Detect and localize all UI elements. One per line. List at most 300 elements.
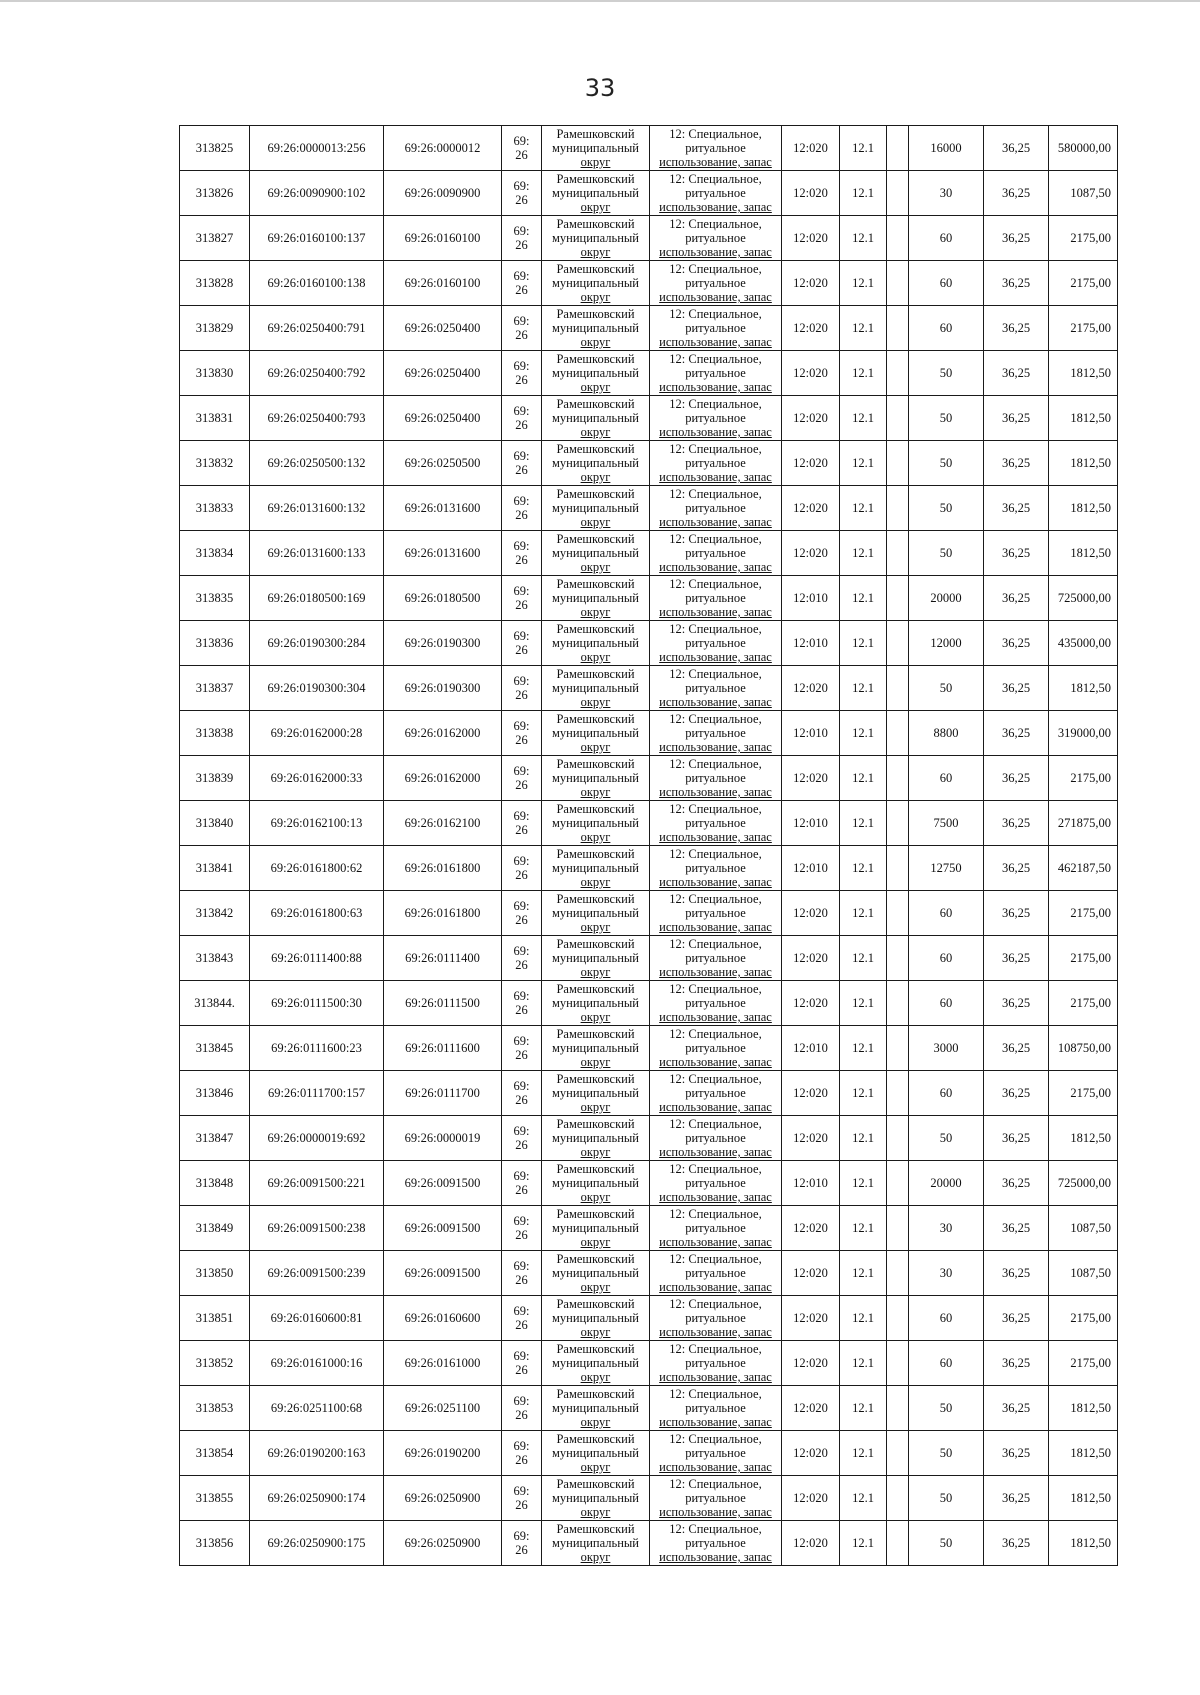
- zone-code-cell: [502, 1026, 542, 1071]
- value-cell: 725000,00: [1049, 1161, 1118, 1206]
- row-number-cell: 313853: [180, 1386, 250, 1431]
- district-cell-line: Рамешковский: [556, 667, 635, 681]
- use-code-cell: 12:020: [782, 531, 840, 576]
- table-row: [180, 1341, 1118, 1386]
- value-cell: 2175,00: [1049, 1071, 1118, 1116]
- district-cell-line: округ: [580, 470, 611, 484]
- cadastral-block-cell: 69:26:0190300: [384, 621, 502, 666]
- category-cell: 12.1: [840, 1116, 887, 1161]
- zone-code-cell-line: 26: [515, 283, 528, 297]
- table-row: [180, 621, 1118, 666]
- zone-code-cell-line: 69:: [513, 719, 530, 733]
- cadastral-number-cell: 69:26:0160100:137: [250, 216, 384, 261]
- row-number-cell: 313843: [180, 936, 250, 981]
- category-cell: 12.1: [840, 126, 887, 171]
- zone-code-cell-line: 26: [515, 238, 528, 252]
- row-number-cell: 313848: [180, 1161, 250, 1206]
- land-use-cell-line: 12: Специальное,: [669, 1027, 762, 1041]
- zone-code-cell: [502, 396, 542, 441]
- district-cell: [542, 1251, 650, 1296]
- empty-cell: [887, 1206, 909, 1251]
- table-row: [180, 711, 1118, 756]
- zone-code-cell: [502, 171, 542, 216]
- land-use-cell-line: ритуальное: [685, 186, 746, 200]
- cadastral-block-cell: 69:26:0250500: [384, 441, 502, 486]
- zone-code-cell-line: 26: [515, 1498, 528, 1512]
- cadastral-block-cell: 69:26:0111500: [384, 981, 502, 1026]
- category-cell: 12.1: [840, 891, 887, 936]
- district-cell-line: округ: [580, 1325, 611, 1339]
- zone-code-cell: [502, 351, 542, 396]
- zone-code-cell-line: 69:: [513, 224, 530, 238]
- empty-cell: [887, 441, 909, 486]
- zone-code-cell: [502, 891, 542, 936]
- district-cell: [542, 1206, 650, 1251]
- table-row: [180, 1431, 1118, 1476]
- land-use-cell-line: 12: Специальное,: [669, 577, 762, 591]
- empty-cell: [887, 261, 909, 306]
- zone-code-cell-line: 26: [515, 643, 528, 657]
- area-cell: 30: [909, 1251, 984, 1296]
- district-cell-line: округ: [580, 1190, 611, 1204]
- district-cell-line: округ: [580, 740, 611, 754]
- cadastral-number-cell: 69:26:0111600:23: [250, 1026, 384, 1071]
- row-number-cell: 313835: [180, 576, 250, 621]
- area-cell: 60: [909, 1071, 984, 1116]
- land-use-cell-line: 12: Специальное,: [669, 1432, 762, 1446]
- use-code-cell: 12:010: [782, 801, 840, 846]
- area-cell: 16000: [909, 126, 984, 171]
- use-code-cell: 12:020: [782, 1296, 840, 1341]
- zone-code-cell-line: 69:: [513, 1259, 530, 1273]
- cadastral-number-cell: 69:26:0250400:793: [250, 396, 384, 441]
- district-cell-line: муниципальный: [552, 1176, 639, 1190]
- land-use-cell-line: использование, запас: [659, 155, 772, 169]
- value-cell: 725000,00: [1049, 576, 1118, 621]
- empty-cell: [887, 621, 909, 666]
- land-use-cell-line: использование, запас: [659, 1235, 772, 1249]
- land-use-cell-line: ритуальное: [685, 1041, 746, 1055]
- zone-code-cell: [502, 531, 542, 576]
- district-cell-line: округ: [580, 695, 611, 709]
- row-number-cell: 313852: [180, 1341, 250, 1386]
- use-code-cell: 12:020: [782, 396, 840, 441]
- zone-code-cell: [502, 261, 542, 306]
- empty-cell: [887, 486, 909, 531]
- land-use-cell: [650, 1296, 782, 1341]
- row-number-cell: 313836: [180, 621, 250, 666]
- district-cell: [542, 981, 650, 1026]
- zone-code-cell-line: 69:: [513, 944, 530, 958]
- district-cell-line: муниципальный: [552, 726, 639, 740]
- table-row: [180, 801, 1118, 846]
- land-use-cell: [650, 126, 782, 171]
- row-number-cell: 313828: [180, 261, 250, 306]
- district-cell-line: Рамешковский: [556, 1432, 635, 1446]
- area-cell: 50: [909, 531, 984, 576]
- district-cell-line: Рамешковский: [556, 307, 635, 321]
- table-row: [180, 891, 1118, 936]
- empty-cell: [887, 1521, 909, 1566]
- land-use-cell-line: ритуальное: [685, 1401, 746, 1415]
- land-use-cell-line: использование, запас: [659, 920, 772, 934]
- cadastral-block-cell: 69:26:0162000: [384, 711, 502, 756]
- zone-code-cell-line: 26: [515, 1138, 528, 1152]
- zone-code-cell: [502, 486, 542, 531]
- area-cell: 12750: [909, 846, 984, 891]
- zone-code-cell-line: 26: [515, 778, 528, 792]
- value-cell: 1812,50: [1049, 1431, 1118, 1476]
- land-use-cell-line: ритуальное: [685, 1446, 746, 1460]
- land-use-cell-line: ритуальное: [685, 861, 746, 875]
- cadastral-number-cell: 69:26:0250500:132: [250, 441, 384, 486]
- zone-code-cell-line: 26: [515, 733, 528, 747]
- value-cell: 2175,00: [1049, 216, 1118, 261]
- zone-code-cell: [502, 1521, 542, 1566]
- land-use-cell-line: 12: Специальное,: [669, 127, 762, 141]
- use-code-cell: 12:020: [782, 1521, 840, 1566]
- land-use-cell: [650, 621, 782, 666]
- land-use-cell: [650, 306, 782, 351]
- use-code-cell: 12:020: [782, 171, 840, 216]
- land-use-cell-line: ритуальное: [685, 1086, 746, 1100]
- land-use-cell-line: использование, запас: [659, 1370, 772, 1384]
- land-use-cell-line: ритуальное: [685, 231, 746, 245]
- rate-cell: 36,25: [984, 711, 1049, 756]
- empty-cell: [887, 1431, 909, 1476]
- district-cell-line: муниципальный: [552, 1041, 639, 1055]
- district-cell-line: муниципальный: [552, 231, 639, 245]
- zone-code-cell-line: 69:: [513, 539, 530, 553]
- zone-code-cell-line: 69:: [513, 899, 530, 913]
- district-cell-line: Рамешковский: [556, 622, 635, 636]
- row-number-cell: 313838: [180, 711, 250, 756]
- land-use-cell-line: 12: Специальное,: [669, 172, 762, 186]
- land-use-cell-line: ритуальное: [685, 501, 746, 515]
- land-use-cell-line: 12: Специальное,: [669, 1297, 762, 1311]
- area-cell: 60: [909, 1296, 984, 1341]
- category-cell: 12.1: [840, 981, 887, 1026]
- land-use-cell: [650, 1206, 782, 1251]
- zone-code-cell: [502, 846, 542, 891]
- district-cell: [542, 1071, 650, 1116]
- district-cell-line: округ: [580, 1370, 611, 1384]
- cadastral-number-cell: 69:26:0160600:81: [250, 1296, 384, 1341]
- district-cell-line: округ: [580, 965, 611, 979]
- zone-code-cell: [502, 1476, 542, 1521]
- value-cell: 108750,00: [1049, 1026, 1118, 1071]
- use-code-cell: 12:020: [782, 666, 840, 711]
- land-use-cell-line: использование, запас: [659, 1505, 772, 1519]
- zone-code-cell-line: 26: [515, 688, 528, 702]
- district-cell-line: Рамешковский: [556, 802, 635, 816]
- district-cell-line: муниципальный: [552, 591, 639, 605]
- zone-code-cell-line: 69:: [513, 1079, 530, 1093]
- district-cell-line: округ: [580, 380, 611, 394]
- empty-cell: [887, 351, 909, 396]
- district-cell-line: Рамешковский: [556, 1342, 635, 1356]
- cadastral-number-cell: 69:26:0091500:238: [250, 1206, 384, 1251]
- cadastral-block-cell: 69:26:0091500: [384, 1206, 502, 1251]
- district-cell-line: Рамешковский: [556, 1387, 635, 1401]
- table-row: [180, 1206, 1118, 1251]
- cadastral-number-cell: 69:26:0190200:163: [250, 1431, 384, 1476]
- value-cell: 1812,50: [1049, 1476, 1118, 1521]
- district-cell: [542, 801, 650, 846]
- zone-code-cell-line: 69:: [513, 494, 530, 508]
- zone-code-cell: [502, 1296, 542, 1341]
- district-cell-line: округ: [580, 245, 611, 259]
- rate-cell: 36,25: [984, 396, 1049, 441]
- land-use-cell-line: ритуальное: [685, 1221, 746, 1235]
- empty-cell: [887, 216, 909, 261]
- zone-code-cell-line: 26: [515, 373, 528, 387]
- zone-code-cell: [502, 216, 542, 261]
- land-use-cell-line: использование, запас: [659, 785, 772, 799]
- zone-code-cell-line: 69:: [513, 989, 530, 1003]
- district-cell: [542, 1296, 650, 1341]
- land-use-cell-line: ритуальное: [685, 1536, 746, 1550]
- row-number-cell: 313837: [180, 666, 250, 711]
- scan-top-edge: [0, 0, 1200, 2]
- zone-code-cell-line: 26: [515, 328, 528, 342]
- zone-code-cell: [502, 666, 542, 711]
- district-cell-line: округ: [580, 1415, 611, 1429]
- land-use-cell-line: 12: Специальное,: [669, 1342, 762, 1356]
- land-use-cell-line: использование, запас: [659, 1055, 772, 1069]
- land-use-cell-line: 12: Специальное,: [669, 262, 762, 276]
- cadastral-number-cell: 69:26:0161800:63: [250, 891, 384, 936]
- district-cell: [542, 261, 650, 306]
- rate-cell: 36,25: [984, 666, 1049, 711]
- area-cell: 50: [909, 1521, 984, 1566]
- empty-cell: [887, 531, 909, 576]
- use-code-cell: 12:020: [782, 1341, 840, 1386]
- rate-cell: 36,25: [984, 1521, 1049, 1566]
- zone-code-cell-line: 69:: [513, 449, 530, 463]
- value-cell: 1812,50: [1049, 1521, 1118, 1566]
- land-use-cell-line: использование, запас: [659, 650, 772, 664]
- use-code-cell: 12:010: [782, 711, 840, 756]
- area-cell: 60: [909, 936, 984, 981]
- zone-code-cell: [502, 1206, 542, 1251]
- cadastral-block-cell: 69:26:0161000: [384, 1341, 502, 1386]
- land-use-cell: [650, 1431, 782, 1476]
- cadastral-block-cell: 69:26:0161800: [384, 846, 502, 891]
- empty-cell: [887, 801, 909, 846]
- land-use-cell-line: ритуальное: [685, 906, 746, 920]
- land-use-cell-line: 12: Специальное,: [669, 307, 762, 321]
- empty-cell: [887, 1161, 909, 1206]
- table-body: [180, 126, 1118, 1566]
- category-cell: 12.1: [840, 1386, 887, 1431]
- zone-code-cell-line: 26: [515, 1048, 528, 1062]
- value-cell: 1812,50: [1049, 666, 1118, 711]
- district-cell-line: округ: [580, 1100, 611, 1114]
- district-cell-line: округ: [580, 875, 611, 889]
- category-cell: 12.1: [840, 1341, 887, 1386]
- empty-cell: [887, 306, 909, 351]
- land-use-cell-line: 12: Специальное,: [669, 802, 762, 816]
- land-use-cell-line: 12: Специальное,: [669, 1072, 762, 1086]
- area-cell: 50: [909, 666, 984, 711]
- table-row: [180, 216, 1118, 261]
- empty-cell: [887, 981, 909, 1026]
- area-cell: 8800: [909, 711, 984, 756]
- area-cell: 60: [909, 306, 984, 351]
- district-cell-line: Рамешковский: [556, 1297, 635, 1311]
- category-cell: 12.1: [840, 1296, 887, 1341]
- cadastral-number-cell: 69:26:0251100:68: [250, 1386, 384, 1431]
- district-cell-line: Рамешковский: [556, 757, 635, 771]
- zone-code-cell-line: 26: [515, 1183, 528, 1197]
- district-cell-line: Рамешковский: [556, 892, 635, 906]
- rate-cell: 36,25: [984, 1341, 1049, 1386]
- cadastral-block-cell: 69:26:0091500: [384, 1251, 502, 1296]
- land-use-cell-line: использование, запас: [659, 830, 772, 844]
- use-code-cell: 12:020: [782, 1206, 840, 1251]
- zone-code-cell-line: 26: [515, 868, 528, 882]
- land-use-cell-line: 12: Специальное,: [669, 352, 762, 366]
- empty-cell: [887, 171, 909, 216]
- category-cell: 12.1: [840, 306, 887, 351]
- district-cell-line: муниципальный: [552, 366, 639, 380]
- category-cell: 12.1: [840, 261, 887, 306]
- value-cell: 2175,00: [1049, 1296, 1118, 1341]
- row-number-cell: 313854: [180, 1431, 250, 1476]
- land-use-cell-line: использование, запас: [659, 740, 772, 754]
- cadastral-block-cell: 69:26:0250400: [384, 306, 502, 351]
- cadastral-number-cell: 69:26:0162100:13: [250, 801, 384, 846]
- zone-code-cell-line: 69:: [513, 1169, 530, 1183]
- land-use-cell-line: использование, запас: [659, 290, 772, 304]
- use-code-cell: 12:020: [782, 1116, 840, 1161]
- district-cell-line: муниципальный: [552, 411, 639, 425]
- empty-cell: [887, 891, 909, 936]
- rate-cell: 36,25: [984, 936, 1049, 981]
- district-cell-line: округ: [580, 155, 611, 169]
- zone-code-cell-line: 69:: [513, 1529, 530, 1543]
- use-code-cell: 12:010: [782, 846, 840, 891]
- land-use-cell-line: 12: Специальное,: [669, 982, 762, 996]
- district-cell-line: муниципальный: [552, 996, 639, 1010]
- value-cell: 435000,00: [1049, 621, 1118, 666]
- land-use-cell: [650, 891, 782, 936]
- zone-code-cell: [502, 1071, 542, 1116]
- land-use-cell-line: ритуальное: [685, 726, 746, 740]
- land-use-cell-line: 12: Специальное,: [669, 892, 762, 906]
- category-cell: 12.1: [840, 936, 887, 981]
- cadastral-number-cell: 69:26:0160100:138: [250, 261, 384, 306]
- rate-cell: 36,25: [984, 1476, 1049, 1521]
- cadastral-block-cell: 69:26:0190200: [384, 1431, 502, 1476]
- row-number-cell: 313846: [180, 1071, 250, 1116]
- land-use-cell-line: использование, запас: [659, 335, 772, 349]
- zone-code-cell-line: 69:: [513, 1124, 530, 1138]
- cadastral-block-cell: 69:26:0162100: [384, 801, 502, 846]
- land-use-cell-line: 12: Специальное,: [669, 397, 762, 411]
- category-cell: 12.1: [840, 756, 887, 801]
- land-use-cell-line: использование, запас: [659, 965, 772, 979]
- value-cell: 1812,50: [1049, 351, 1118, 396]
- cadastral-number-cell: 69:26:0250400:792: [250, 351, 384, 396]
- district-cell: [542, 441, 650, 486]
- district-cell-line: муниципальный: [552, 1311, 639, 1325]
- category-cell: 12.1: [840, 1161, 887, 1206]
- use-code-cell: 12:020: [782, 981, 840, 1026]
- cadastral-block-cell: 69:26:0160100: [384, 261, 502, 306]
- rate-cell: 36,25: [984, 1116, 1049, 1161]
- empty-cell: [887, 711, 909, 756]
- cadastral-number-cell: 69:26:0162000:33: [250, 756, 384, 801]
- empty-cell: [887, 576, 909, 621]
- zone-code-cell-line: 26: [515, 1318, 528, 1332]
- land-use-cell: [650, 1521, 782, 1566]
- land-use-cell-line: ритуальное: [685, 321, 746, 335]
- land-use-cell: [650, 1071, 782, 1116]
- row-number-cell: 313831: [180, 396, 250, 441]
- district-cell: [542, 1116, 650, 1161]
- land-use-cell: [650, 576, 782, 621]
- district-cell-line: муниципальный: [552, 1446, 639, 1460]
- table-row: [180, 1476, 1118, 1521]
- rate-cell: 36,25: [984, 351, 1049, 396]
- cadastral-block-cell: 69:26:0131600: [384, 486, 502, 531]
- district-cell-line: Рамешковский: [556, 1117, 635, 1131]
- land-use-cell-line: использование, запас: [659, 605, 772, 619]
- row-number-cell: 313826: [180, 171, 250, 216]
- use-code-cell: 12:020: [782, 936, 840, 981]
- district-cell-line: округ: [580, 425, 611, 439]
- district-cell-line: муниципальный: [552, 276, 639, 290]
- land-use-cell: [650, 1116, 782, 1161]
- land-use-cell: [650, 216, 782, 261]
- area-cell: 7500: [909, 801, 984, 846]
- value-cell: 2175,00: [1049, 261, 1118, 306]
- area-cell: 20000: [909, 1161, 984, 1206]
- land-use-cell-line: ритуальное: [685, 141, 746, 155]
- district-cell: [542, 891, 650, 936]
- district-cell-line: Рамешковский: [556, 352, 635, 366]
- empty-cell: [887, 756, 909, 801]
- category-cell: 12.1: [840, 1071, 887, 1116]
- area-cell: 20000: [909, 576, 984, 621]
- table-row: [180, 1161, 1118, 1206]
- district-cell: [542, 216, 650, 261]
- rate-cell: 36,25: [984, 801, 1049, 846]
- category-cell: 12.1: [840, 216, 887, 261]
- land-use-cell-line: использование, запас: [659, 1550, 772, 1564]
- land-use-cell: [650, 441, 782, 486]
- land-use-cell-line: ритуальное: [685, 276, 746, 290]
- empty-cell: [887, 1476, 909, 1521]
- zone-code-cell-line: 26: [515, 1363, 528, 1377]
- zone-code-cell-line: 26: [515, 958, 528, 972]
- value-cell: 1812,50: [1049, 531, 1118, 576]
- use-code-cell: 12:020: [782, 486, 840, 531]
- zone-code-cell: [502, 576, 542, 621]
- district-cell-line: муниципальный: [552, 636, 639, 650]
- cadastral-block-cell: 69:26:0161800: [384, 891, 502, 936]
- empty-cell: [887, 126, 909, 171]
- district-cell-line: муниципальный: [552, 1086, 639, 1100]
- zone-code-cell: [502, 1386, 542, 1431]
- rate-cell: 36,25: [984, 486, 1049, 531]
- land-use-cell-line: использование, запас: [659, 875, 772, 889]
- district-cell-line: муниципальный: [552, 1536, 639, 1550]
- zone-code-cell: [502, 981, 542, 1026]
- area-cell: 30: [909, 1206, 984, 1251]
